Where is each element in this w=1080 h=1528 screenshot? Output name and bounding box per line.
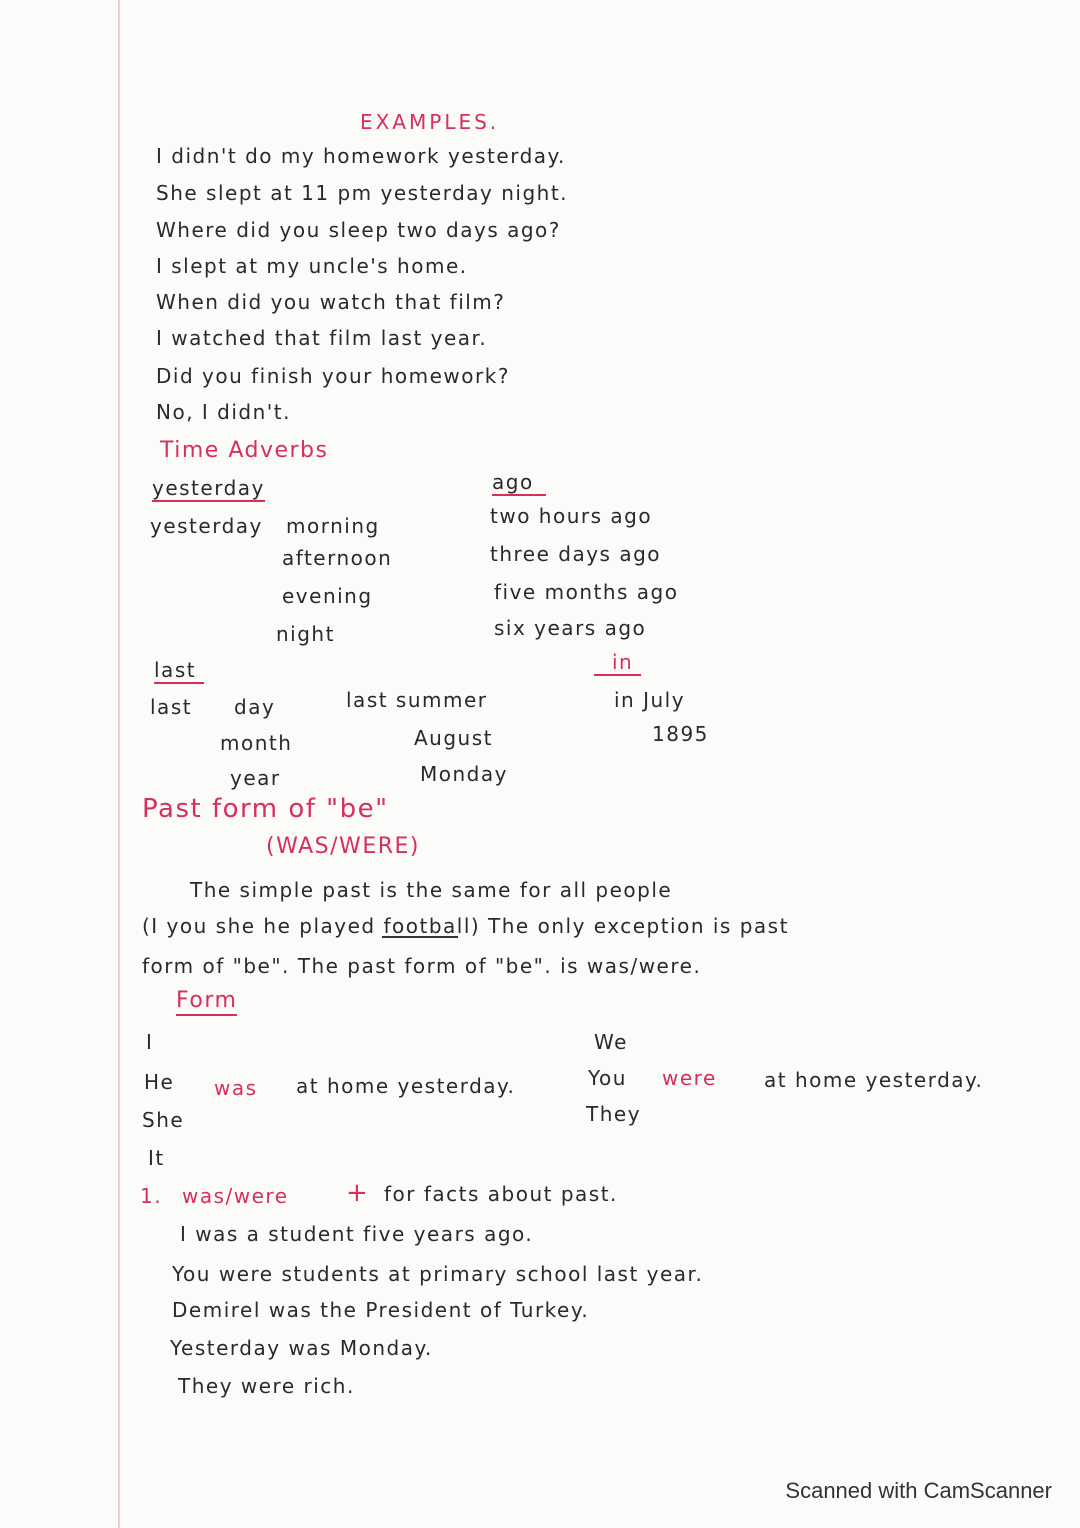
example-line: I slept at my uncle's home. <box>156 254 468 278</box>
example-line: When did you watch that film? <box>156 290 506 314</box>
last-header: last <box>154 660 204 684</box>
rule-example: Yesterday was Monday. <box>170 1336 433 1360</box>
yesterday-item: afternoon <box>282 546 393 570</box>
pronoun-he: He <box>144 1070 175 1094</box>
example-line: Did you finish your homework? <box>156 364 510 388</box>
month-item: August <box>414 726 493 750</box>
pronoun-they: They <box>586 1102 642 1126</box>
rule-rest: for facts about past. <box>384 1182 618 1206</box>
last-summer: last summer <box>346 688 488 712</box>
ago-item: five months ago <box>494 580 679 604</box>
example-line: I watched that film last year. <box>156 326 488 350</box>
last-item: month <box>220 731 293 755</box>
pronoun-we: We <box>594 1030 628 1054</box>
pronoun-it: It <box>148 1146 165 1170</box>
notebook-margin-line <box>118 0 120 1528</box>
past-be-paragraph-line: form of "be". The past form of "be". is was/were. <box>142 954 702 978</box>
in-item: in July <box>614 688 686 712</box>
past-be-title: Past form of "be" <box>142 794 389 824</box>
rule-verb: was/were <box>182 1184 289 1208</box>
in-header: in <box>594 652 641 676</box>
example-line: She slept at 11 pm yesterday night. <box>156 181 569 205</box>
scanner-watermark: Scanned with CamScanner <box>785 1478 1052 1503</box>
played-underline <box>382 916 458 938</box>
rule-example: I was a student five years ago. <box>180 1222 534 1246</box>
ago-header: ago <box>492 472 546 496</box>
pronoun-i: I <box>146 1030 154 1054</box>
example-line: I didn't do my homework yesterday. <box>156 144 566 168</box>
yesterday-header: yesterday <box>152 476 265 500</box>
form-title: Form <box>176 990 237 1016</box>
yesterday-item: evening <box>282 584 373 608</box>
last-prefix: last <box>150 695 193 719</box>
examples-title: EXAMPLES. <box>360 110 500 134</box>
rule-example: Demirel was the President of Turkey. <box>172 1298 590 1322</box>
rule-example: They were rich. <box>178 1374 355 1398</box>
yesterday-item: morning <box>286 514 380 538</box>
past-be-paragraph-line: The simple past is the same for all people <box>190 878 673 902</box>
rule-number: 1. <box>140 1184 163 1208</box>
rule-plus: + <box>346 1178 370 1208</box>
last-item: day <box>234 695 276 719</box>
past-be-paragraph-line: (I you she he played football) The only exception is past <box>142 914 789 938</box>
ago-item: three days ago <box>490 542 662 566</box>
example-line: No, I didn't. <box>156 400 291 424</box>
last-item: year <box>230 766 281 790</box>
time-adverbs-title: Time Adverbs <box>160 438 329 463</box>
yesterday-prefix: yesterday <box>150 514 263 538</box>
form-right-rest: at home yesterday. <box>764 1068 984 1092</box>
rule-example: You were students at primary school last year. <box>172 1262 704 1286</box>
ago-item: six years ago <box>494 616 647 640</box>
yesterday-item: night <box>276 622 335 646</box>
example-line: Where did you sleep two days ago? <box>156 218 561 242</box>
verb-were: were <box>662 1066 717 1090</box>
verb-was: was <box>214 1076 258 1100</box>
past-be-subtitle: (WAS/WERE) <box>266 834 420 859</box>
day-item: Monday <box>420 762 508 786</box>
pronoun-she: She <box>142 1108 185 1132</box>
ago-item: two hours ago <box>490 504 653 528</box>
in-item: 1895 <box>652 722 709 746</box>
pronoun-you: You <box>588 1066 627 1090</box>
form-left-rest: at home yesterday. <box>296 1074 516 1098</box>
